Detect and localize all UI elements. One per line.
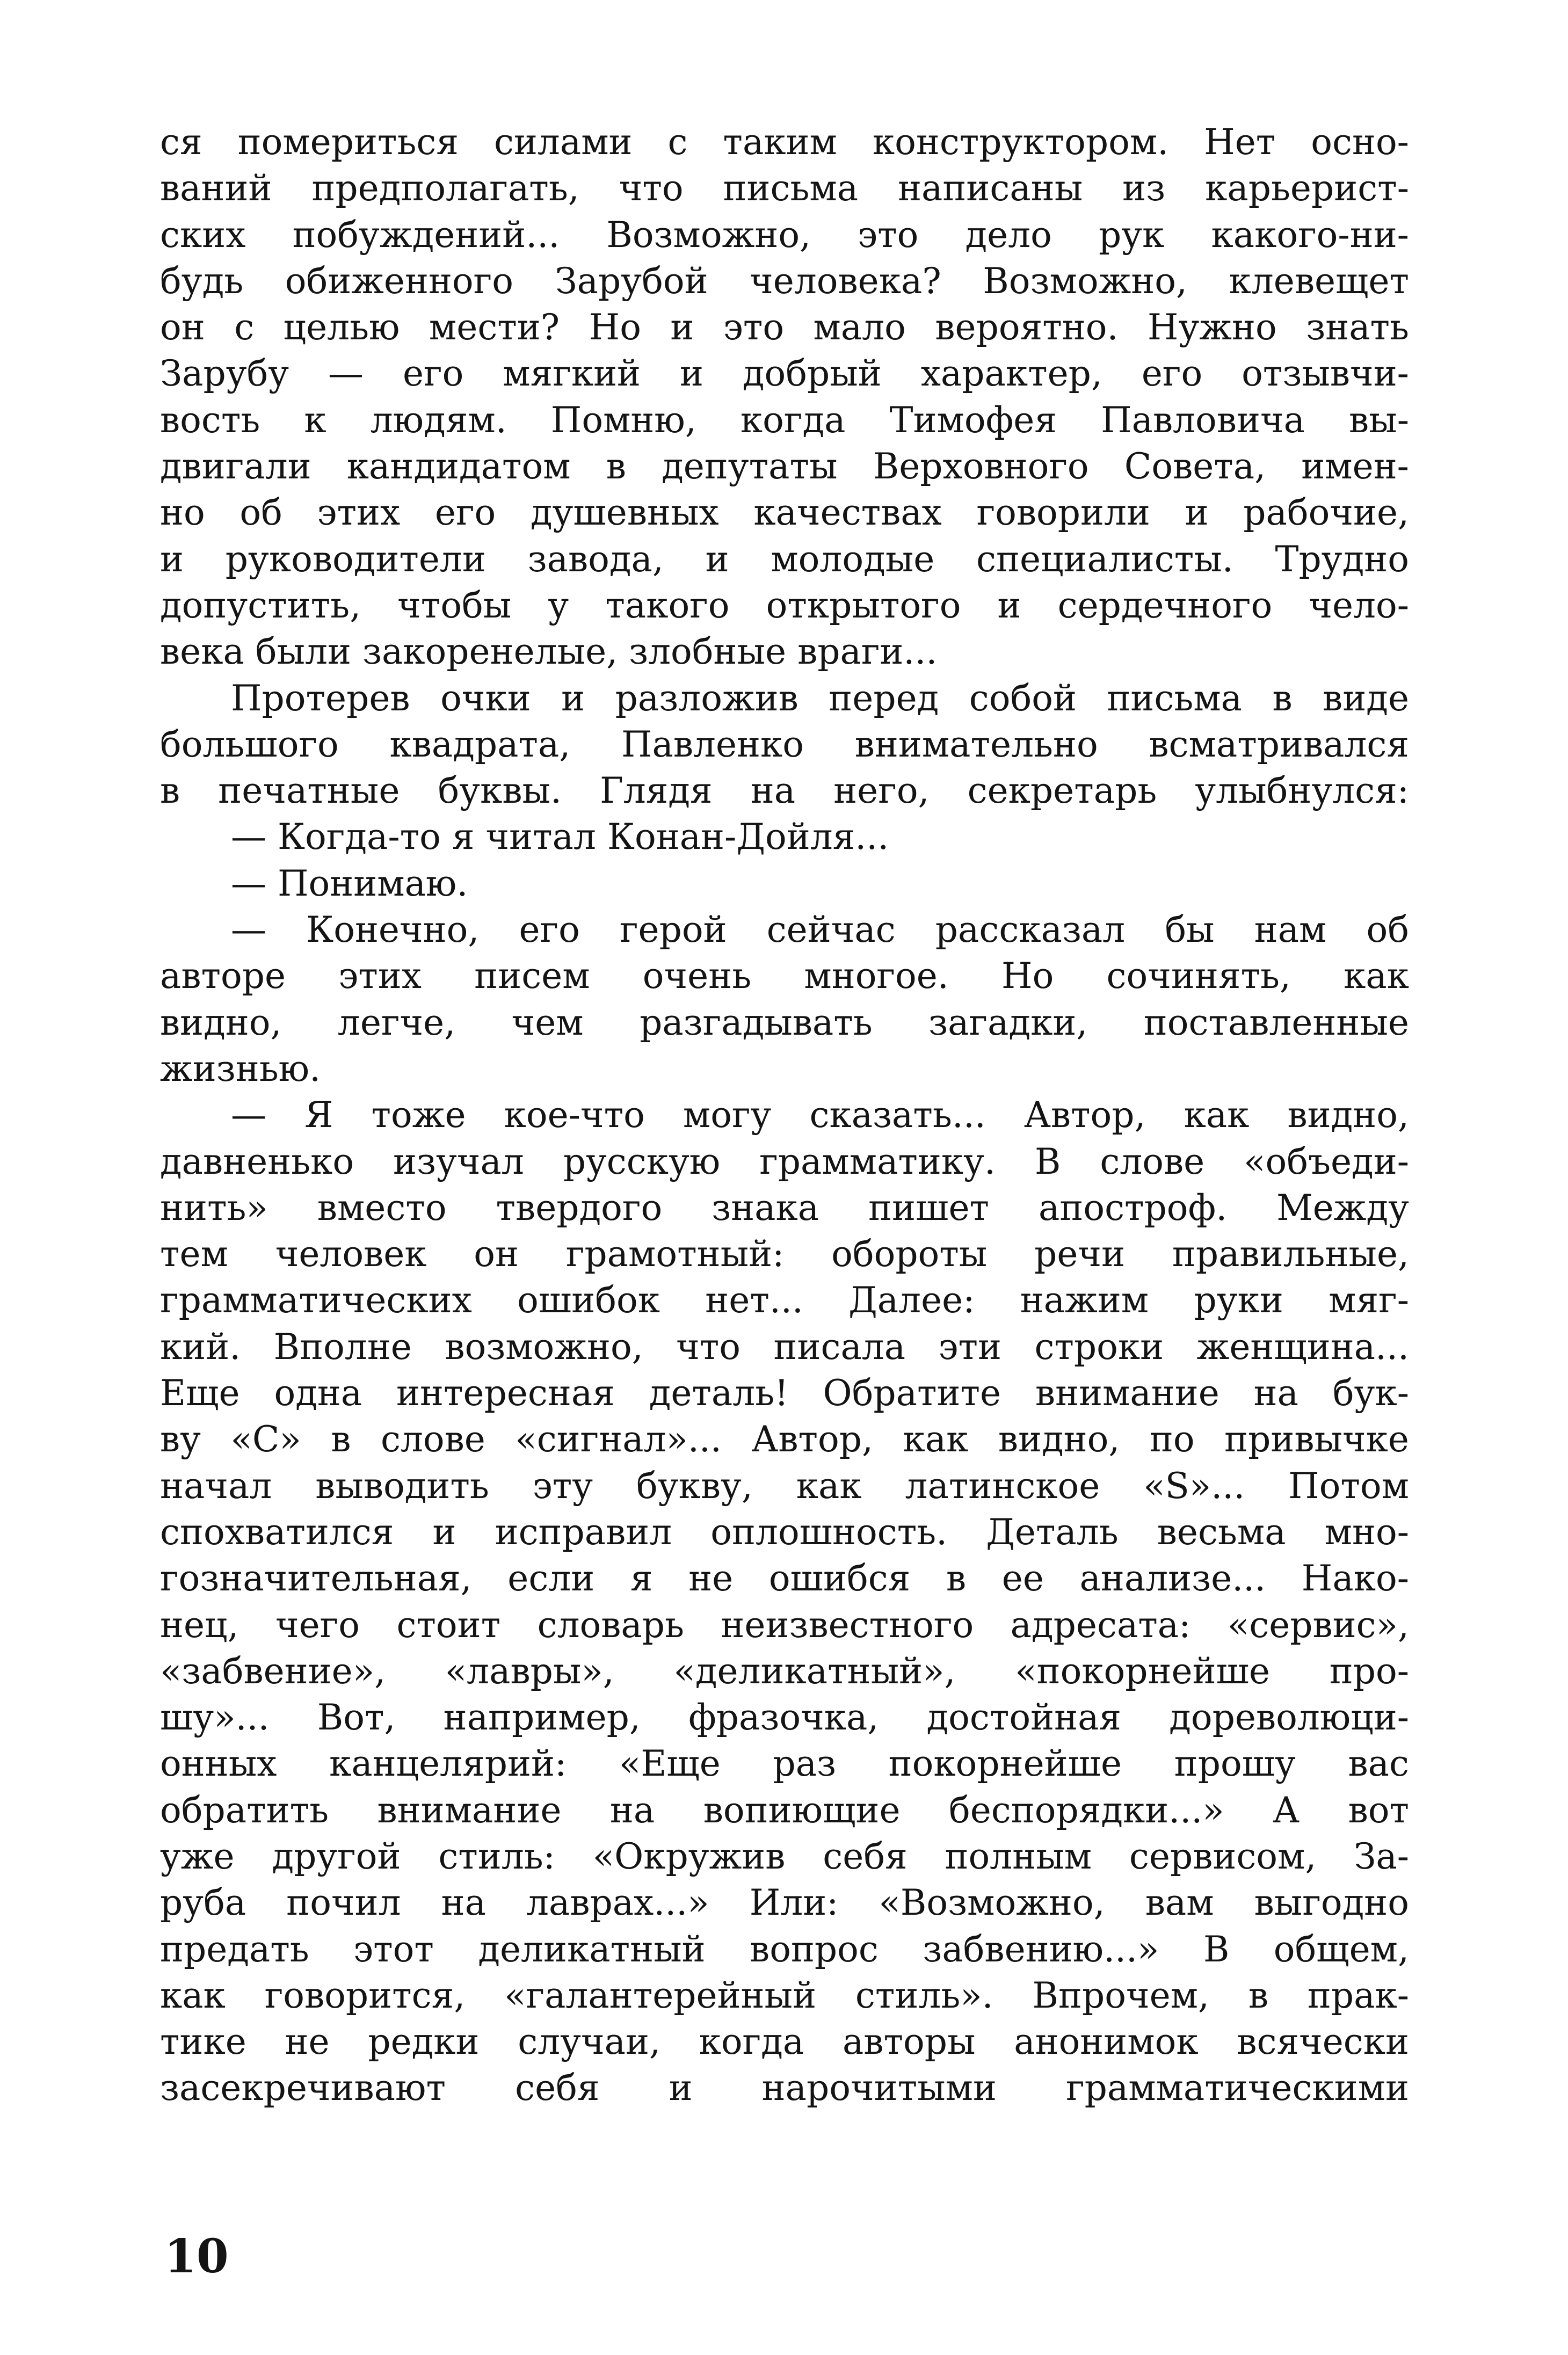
text-line: видно, легче, чем разгадывать загадки, поставленные xyxy=(160,1001,1409,1043)
text-line: — Конечно, его герой сейчас рассказал бы нам об xyxy=(231,909,1409,951)
text-line: предать этот деликатный вопрос забвению...» В общем, xyxy=(160,1928,1409,1970)
text-line: шу»... Вот, например, фразочка, достойная дореволюци- xyxy=(160,1697,1409,1739)
page-number: 10 xyxy=(164,2229,229,2284)
text-line: ских побуждений... Возможно, это дело рук какого-ни- xyxy=(160,214,1409,256)
text-line: вость к людям. Помню, когда Тимофея Павловича вы- xyxy=(160,399,1409,441)
text-line: засекречивают себя и нарочитыми грамматическими xyxy=(160,2067,1409,2109)
text-line: нец, чего стоит словарь неизвестного адресата: «сервис», xyxy=(160,1604,1409,1646)
text-line: кий. Вполне возможно, что писала эти строки женщина... xyxy=(160,1326,1409,1368)
text-line: ваний предполагать, что письма написаны из карьерист- xyxy=(160,168,1409,209)
text-line: — Я тоже кое-что могу сказать... Автор, как видно, xyxy=(231,1094,1409,1136)
text-line: века были закоренелые, злобные враги... xyxy=(160,631,938,673)
text-line: и руководители завода, и молодые специалисты. Трудно xyxy=(160,538,1409,580)
text-line: Протерев очки и разложив перед собой письма в виде xyxy=(231,677,1409,719)
text-line: «забвение», «лавры», «деликатный», «покорнейше про- xyxy=(160,1650,1409,1692)
text-line: — Понимаю. xyxy=(231,862,468,904)
text-line: гозначительная, если я не ошибся в ее анализе... Нако- xyxy=(160,1558,1409,1600)
text-line: в печатные буквы. Глядя на него, секретарь улыбнулся: xyxy=(160,770,1409,812)
text-line: давненько изучал русскую грамматику. В слове «объеди- xyxy=(160,1140,1409,1182)
text-line: он с целью мести? Но и это мало вероятно. Нужно знать xyxy=(160,307,1409,348)
text-line: начал выводить эту букву, как латинское «S»... Потом xyxy=(160,1465,1409,1507)
text-line: ву «С» в слове «сигнал»... Автор, как видно, по привычке xyxy=(160,1419,1409,1460)
text-line: ся помериться силами с таким конструктором. Нет осно- xyxy=(160,121,1409,163)
text-line: руба почил на лаврах...» Или: «Возможно, вам выгодно xyxy=(160,1882,1409,1924)
text-line: но об этих его душевных качествах говорили и рабочие, xyxy=(160,492,1409,534)
page-body-text xyxy=(160,119,1409,2112)
text-line: нить» вместо твердого знака пишет апостроф. Между xyxy=(160,1187,1409,1229)
text-line: будь обиженного Зарубой человека? Возможно, клевещет xyxy=(160,260,1409,302)
text-line: уже другой стиль: «Окружив себя полным сервисом, За- xyxy=(160,1835,1409,1877)
text-line: Зарубу — его мягкий и добрый характер, его отзывчи- xyxy=(160,353,1409,395)
text-line: тем человек он грамотный: обороты речи правильные, xyxy=(160,1233,1409,1275)
text-line: двигали кандидатом в депутаты Верховного Совета, имен- xyxy=(160,446,1409,488)
text-line: — Когда-то я читал Конан-Дойля... xyxy=(231,816,889,858)
text-line: грамматических ошибок нет... Далее: нажим руки мяг- xyxy=(160,1280,1409,1321)
text-line: онных канцелярий: «Еще раз покорнейше прошу вас xyxy=(160,1743,1409,1785)
text-line: жизнью. xyxy=(160,1048,321,1089)
text-line: допустить, чтобы у такого открытого и сердечного чело- xyxy=(160,584,1409,626)
text-line: авторе этих писем очень многое. Но сочинять, как xyxy=(160,955,1409,997)
text-line: большого квадрата, Павленко внимательно всматривался xyxy=(160,723,1409,765)
text-line: как говорится, «галантерейный стиль». Впрочем, в прак- xyxy=(160,1974,1409,2016)
text-line: обратить внимание на вопиющие беспорядки...» А вот xyxy=(160,1789,1409,1831)
text-line: Еще одна интересная деталь! Обратите внимание на бук- xyxy=(160,1372,1409,1414)
text-line: тике не редки случаи, когда авторы анонимок всячески xyxy=(160,2021,1409,2063)
text-line: спохватился и исправил оплошность. Деталь весьма мно- xyxy=(160,1511,1409,1553)
